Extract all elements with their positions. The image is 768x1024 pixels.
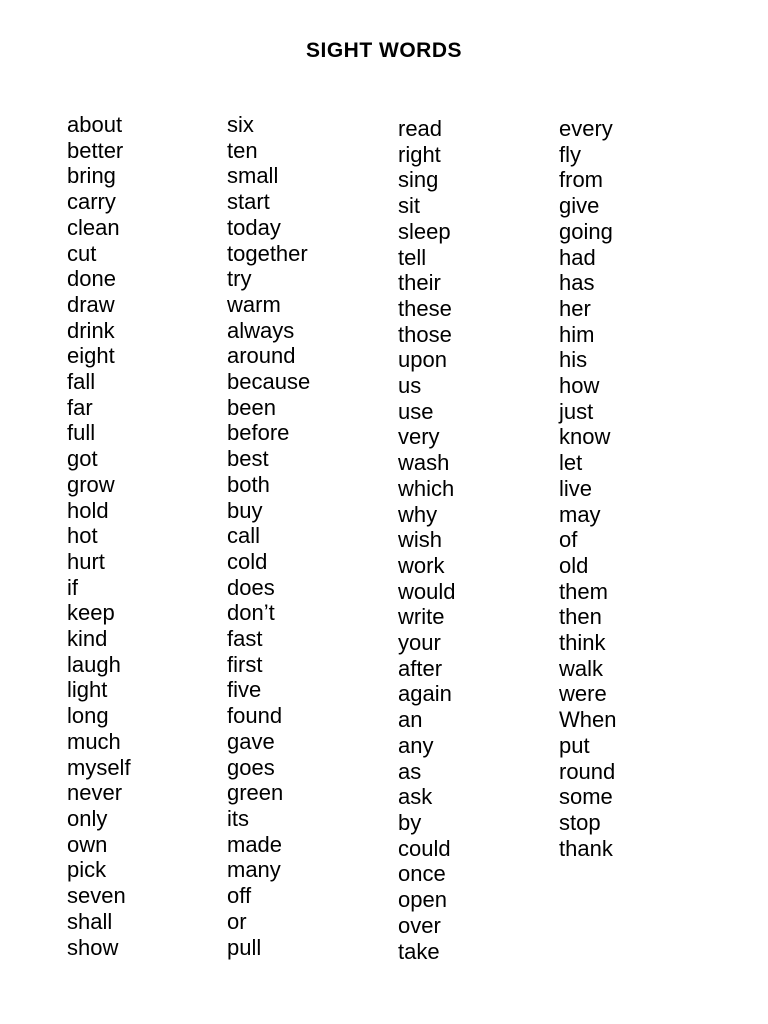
- sight-word: would: [398, 578, 456, 604]
- sight-word: try: [227, 266, 252, 292]
- sight-word: which: [398, 475, 455, 501]
- sight-word: fast: [227, 626, 263, 652]
- sight-word: live: [559, 475, 593, 501]
- sight-word: sing: [398, 167, 439, 193]
- sight-word: very: [398, 424, 440, 450]
- sight-word: sleep: [398, 218, 451, 244]
- sight-word: only: [67, 805, 108, 831]
- sight-word: read: [398, 116, 443, 141]
- sight-word: both: [227, 471, 270, 497]
- sight-word: light: [67, 677, 108, 703]
- sight-word: been: [227, 394, 276, 420]
- sight-word: cold: [227, 548, 268, 574]
- sight-word: long: [67, 703, 109, 729]
- sight-word: let: [559, 450, 583, 476]
- sight-word: her: [559, 295, 591, 321]
- sight-word: old: [559, 552, 589, 578]
- sight-word: us: [398, 373, 422, 399]
- sight-word: write: [398, 604, 445, 630]
- sight-word: full: [67, 420, 96, 446]
- sight-word: then: [559, 604, 602, 630]
- sight-word: goes: [227, 754, 275, 780]
- sight-word: off: [227, 883, 252, 909]
- sight-word: upon: [398, 347, 447, 373]
- word-column-3: [398, 116, 455, 964]
- sight-word: bring: [67, 163, 116, 189]
- sight-word: stop: [559, 809, 601, 835]
- sight-word: draw: [67, 291, 115, 317]
- sight-word: shall: [67, 908, 113, 934]
- sight-word: why: [398, 501, 438, 527]
- sight-word: think: [559, 630, 606, 656]
- sight-word: When: [559, 707, 617, 733]
- word-column-4: [559, 116, 616, 861]
- sight-word: before: [227, 420, 290, 446]
- sight-word: five: [227, 677, 262, 703]
- sight-word: because: [227, 369, 311, 395]
- sight-word: know: [559, 424, 611, 450]
- sight-word: work: [398, 552, 445, 578]
- word-column-1: [67, 112, 131, 960]
- sight-word: hurt: [67, 548, 105, 574]
- sight-word: hold: [67, 497, 109, 523]
- sight-word: grow: [67, 471, 115, 497]
- sight-word: fly: [559, 141, 581, 167]
- sight-word: some: [559, 784, 613, 810]
- sight-word: around: [227, 343, 296, 369]
- sight-word: own: [67, 831, 108, 857]
- sight-word: take: [398, 938, 440, 964]
- sight-word: buy: [227, 497, 263, 523]
- sight-word: their: [398, 270, 441, 296]
- sight-word: these: [398, 295, 452, 321]
- sight-word: over: [398, 912, 441, 938]
- sight-word: wish: [398, 527, 443, 553]
- page-title: SIGHT WORDS: [306, 39, 462, 62]
- sight-word: how: [559, 373, 600, 399]
- sight-word: kind: [67, 626, 108, 652]
- sight-word: ask: [398, 784, 433, 810]
- sight-word: today: [227, 214, 281, 240]
- sight-word: better: [67, 137, 124, 163]
- sight-word: an: [398, 707, 423, 733]
- sight-word: them: [559, 578, 608, 604]
- sight-word: pull: [227, 934, 262, 960]
- sight-word: gave: [227, 728, 275, 754]
- sight-word: much: [67, 728, 121, 754]
- sight-word: open: [398, 887, 447, 913]
- sight-word: eight: [67, 343, 115, 369]
- sight-word: every: [559, 116, 613, 141]
- sight-word: its: [227, 805, 249, 831]
- sight-word: right: [398, 141, 441, 167]
- sight-word: drink: [67, 317, 115, 343]
- sight-word: just: [559, 398, 594, 424]
- sight-word: about: [67, 112, 123, 137]
- sight-word: by: [398, 809, 422, 835]
- sight-word: six: [227, 112, 254, 137]
- sight-word: him: [559, 321, 595, 347]
- sight-word: had: [559, 244, 596, 270]
- sight-word: those: [398, 321, 452, 347]
- sight-word: of: [559, 527, 578, 553]
- sight-word: call: [227, 523, 261, 549]
- sight-word: warm: [227, 291, 281, 317]
- sight-word: small: [227, 163, 279, 189]
- sight-word: never: [67, 780, 123, 806]
- sight-word: found: [227, 703, 283, 729]
- sight-word: green: [227, 780, 284, 806]
- sight-word: has: [559, 270, 595, 296]
- sight-word: many: [227, 857, 281, 883]
- sight-word: myself: [67, 754, 131, 780]
- sight-word: from: [559, 167, 603, 193]
- sight-word: any: [398, 732, 434, 758]
- sight-word: show: [67, 934, 119, 960]
- sight-word: were: [559, 681, 607, 707]
- sight-word: seven: [67, 883, 126, 909]
- sight-word: start: [227, 189, 270, 215]
- sight-word: laugh: [67, 651, 121, 677]
- sight-word: does: [227, 574, 275, 600]
- sight-word: use: [398, 398, 434, 424]
- sight-word: as: [398, 758, 422, 784]
- sight-word: your: [398, 630, 441, 656]
- sight-word: together: [227, 240, 308, 266]
- sight-word: ten: [227, 137, 258, 163]
- sight-word: going: [559, 218, 613, 244]
- sight-word: if: [67, 574, 78, 600]
- sight-word: hot: [67, 523, 98, 549]
- sight-word: or: [227, 908, 247, 934]
- sight-word: keep: [67, 600, 115, 626]
- sight-word: fall: [67, 369, 96, 395]
- sight-word: may: [559, 501, 601, 527]
- sight-word: put: [559, 732, 590, 758]
- sight-word: pick: [67, 857, 107, 883]
- sight-word: thank: [559, 835, 613, 861]
- sight-word: carry: [67, 189, 116, 215]
- sight-word: clean: [67, 214, 120, 240]
- sight-word: far: [67, 394, 93, 420]
- sight-word: sit: [398, 193, 420, 219]
- sight-word: his: [559, 347, 588, 373]
- sight-word: could: [398, 835, 451, 861]
- sight-word: give: [559, 193, 600, 219]
- sight-word: wash: [398, 450, 450, 476]
- sight-word: walk: [559, 655, 604, 681]
- sight-word: made: [227, 831, 283, 857]
- sight-word: done: [67, 266, 116, 292]
- sight-word: round: [559, 758, 616, 784]
- sight-word: again: [398, 681, 452, 707]
- sight-word: always: [227, 317, 295, 343]
- sight-word: cut: [67, 240, 97, 266]
- sight-word: once: [398, 861, 446, 887]
- sight-word: first: [227, 651, 263, 677]
- sight-word: tell: [398, 244, 427, 270]
- sight-word: got: [67, 446, 98, 472]
- sight-word: don’t: [227, 600, 275, 626]
- word-column-2: [227, 112, 310, 960]
- sight-word: after: [398, 655, 443, 681]
- sight-word: best: [227, 446, 269, 472]
